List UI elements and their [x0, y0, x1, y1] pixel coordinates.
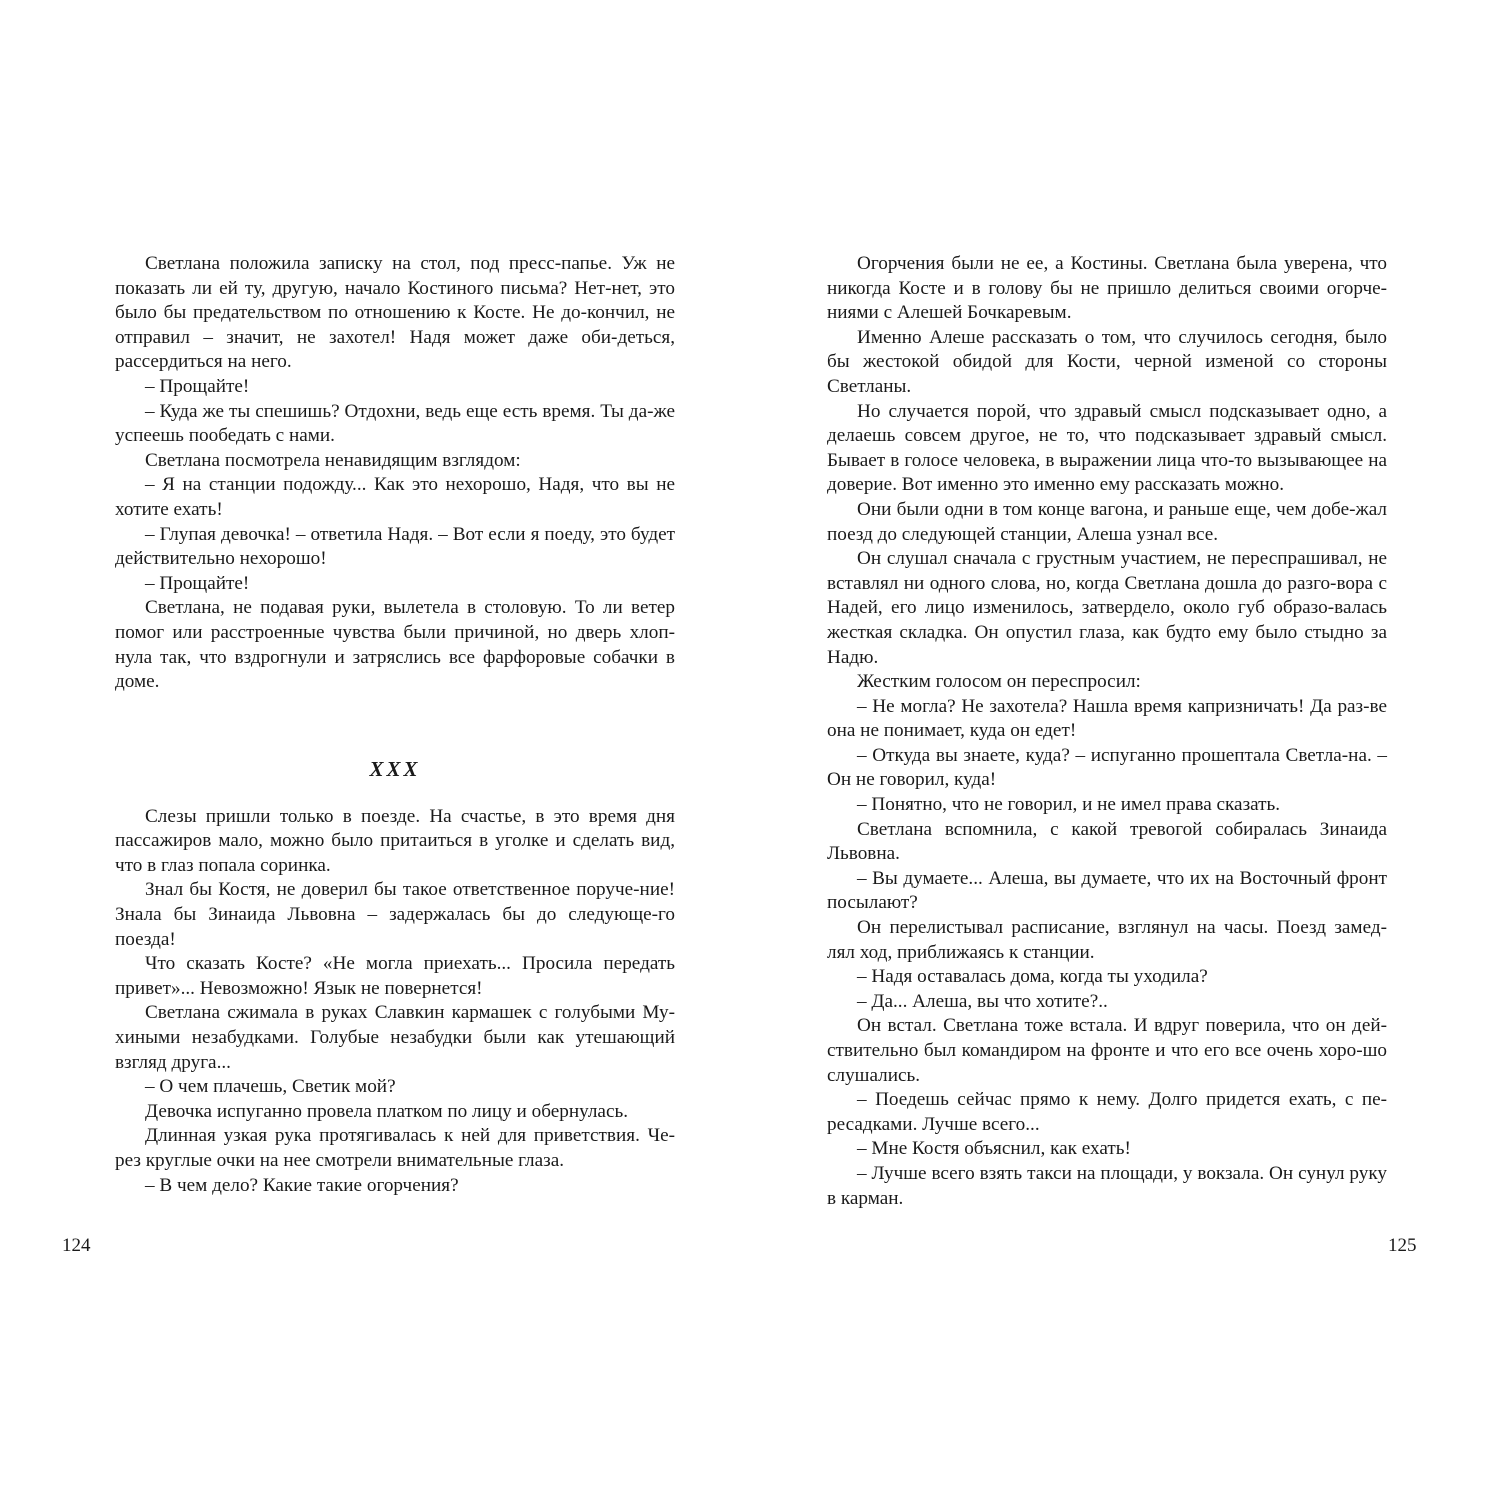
paragraph: – Прощайте!	[145, 572, 250, 594]
paragraph: – В чем дело? Какие такие огорчения?	[145, 1174, 459, 1196]
paragraph: Длинная узкая рука протягивалась к ней для приветствия. Че-рез круглые очки на нее смотрели внимательные глаза.	[115, 1125, 675, 1171]
paragraph: Он встал. Светлана тоже встала. И вдруг поверила, что он дей-ствительно был командиром на фронте и что его все очень хоро-шо слушались.	[827, 1015, 1387, 1086]
paragraph: Светлана положила записку на стол, под пресс-папье. Уж не показать ли ей ту, другую, начало Костиного письма? Нет-нет, это было бы предательством по отношению к Косте. Не до-кончил, не отправил – значит, не захотел! Надя может даже оби-деться, рассердиться на него.	[115, 253, 675, 373]
page-number-left: 124	[62, 1235, 91, 1256]
paragraph: – Вы думаете... Алеша, вы думаете, что их на Восточный фронт посылают?	[827, 867, 1387, 914]
paragraph: – Глупая девочка! – ответила Надя. – Вот если я поеду, это будет действительно нехорошо!	[115, 523, 675, 570]
paragraph: Но случается порой, что здравый смысл подсказывает одно, а делаешь совсем другое, не то, что подсказывает здравый смысл. Бывает в голосе человека, в выражении лица что-то вызывающее на доверие. Вот именно это именно ему рассказать можно.	[827, 400, 1387, 496]
paragraph: – Поедешь сейчас прямо к нему. Долго придется ехать, с пе-ресадками. Лучше всего...	[827, 1089, 1387, 1135]
paragraph: – Надя оставалась дома, когда ты уходила?	[857, 966, 1208, 988]
paragraph: Светлана, не подавая руки, вылетела в столовую. То ли ветер помог или расстроенные чувства были причиной, но дверь хлоп-нула так, что вздрогнули и затряслись все фарфоровые собачки в доме.	[115, 597, 675, 693]
paragraph: Он перелистывал расписание, взглянул на часы. Поезд замед-лял ход, приближаясь к станции.	[827, 917, 1387, 963]
paragraph: – Откуда вы знаете, куда? – испуганно прошептала Светла-на. – Он не говорил, куда!	[827, 744, 1387, 791]
paragraph: Что сказать Косте? «Не могла приехать... Просила передать привет»... Невозможно! Язык не повернется!	[115, 953, 675, 999]
paragraph: Огорчения были не ее, а Костины. Светлана была уверена, что никогда Косте и в голову бы не пришло делиться своими огорче-ниями с Алешей Бочкаревым.	[827, 253, 1387, 324]
paragraph: – Мне Костя объяснил, как ехать!	[857, 1138, 1131, 1160]
left-page	[115, 252, 675, 1198]
paragraph: Он слушал сначала с грустным участием, не переспрашивал, не вставлял ни одного слова, но, когда Светлана дошла до разго-вора с Надей, его лицо изменилось, затвердело, около губ образо-валась жесткая складка. Он опустил глаза, как будто ему было стыдно за Надю.	[827, 548, 1387, 668]
paragraph: Именно Алеше рассказать о том, что случилось сегодня, было бы жестокой обидой для Кости, черной изменой со стороны Светланы.	[827, 326, 1387, 397]
paragraph: Светлана сжимала в руках Славкин кармашек с голубыми Му-хиными незабудками. Голубые незабудки были как утешающий взгляд друга...	[115, 1002, 675, 1073]
page-number-right: 125	[1388, 1235, 1417, 1256]
paragraph: – Прощайте!	[145, 375, 250, 397]
paragraph: – О чем плачешь, Светик мой?	[145, 1076, 396, 1098]
section-spacer	[115, 781, 675, 805]
paragraph: – Не могла? Не захотела? Нашла время капризничать! Да раз-ве она не понимает, куда он едет!	[827, 695, 1387, 742]
paragraph: – Да... Алеша, вы что хотите?..	[857, 990, 1108, 1012]
section-heading: XXX	[369, 756, 421, 781]
paragraph: Светлана вспомнила, с какой тревогой собиралась Зинаида Львовна.	[827, 818, 1387, 865]
paragraph: Жестким голосом он переспросил:	[857, 671, 1141, 693]
paragraph: – Лучше всего взять такси на площади, у вокзала. Он сунул руку в карман.	[827, 1162, 1387, 1209]
paragraph: Слезы пришли только в поезде. На счастье, в это время дня пассажиров мало, можно было притаиться в уголке и сделать вид, что в глаз попала соринка.	[115, 805, 675, 876]
paragraph: Девочка испуганно провела платком по лицу и обернулась.	[145, 1100, 629, 1122]
paragraph: – Понятно, что не говорил, и не имел права сказать.	[857, 794, 1281, 816]
paragraph: – Я на станции подожду... Как это нехорошо, Надя, что вы не хотите ехать!	[115, 474, 675, 520]
paragraph: Они были одни в том конце вагона, и раньше еще, чем добе-жал поезд до следующей станции, Алеша узнал все.	[827, 498, 1387, 545]
section-spacer	[115, 695, 675, 757]
paragraph: Знал бы Костя, не доверил бы такое ответственное поруче-ние! Знала бы Зинаида Львовна – задержалась бы до следующе-го поезда!	[115, 879, 675, 950]
paragraph: – Куда же ты спешишь? Отдохни, ведь еще есть время. Ты да-же успеешь пообедать с нами.	[115, 400, 675, 447]
right-page	[827, 252, 1387, 1211]
paragraph: Светлана посмотрела ненавидящим взглядом:	[145, 449, 521, 471]
